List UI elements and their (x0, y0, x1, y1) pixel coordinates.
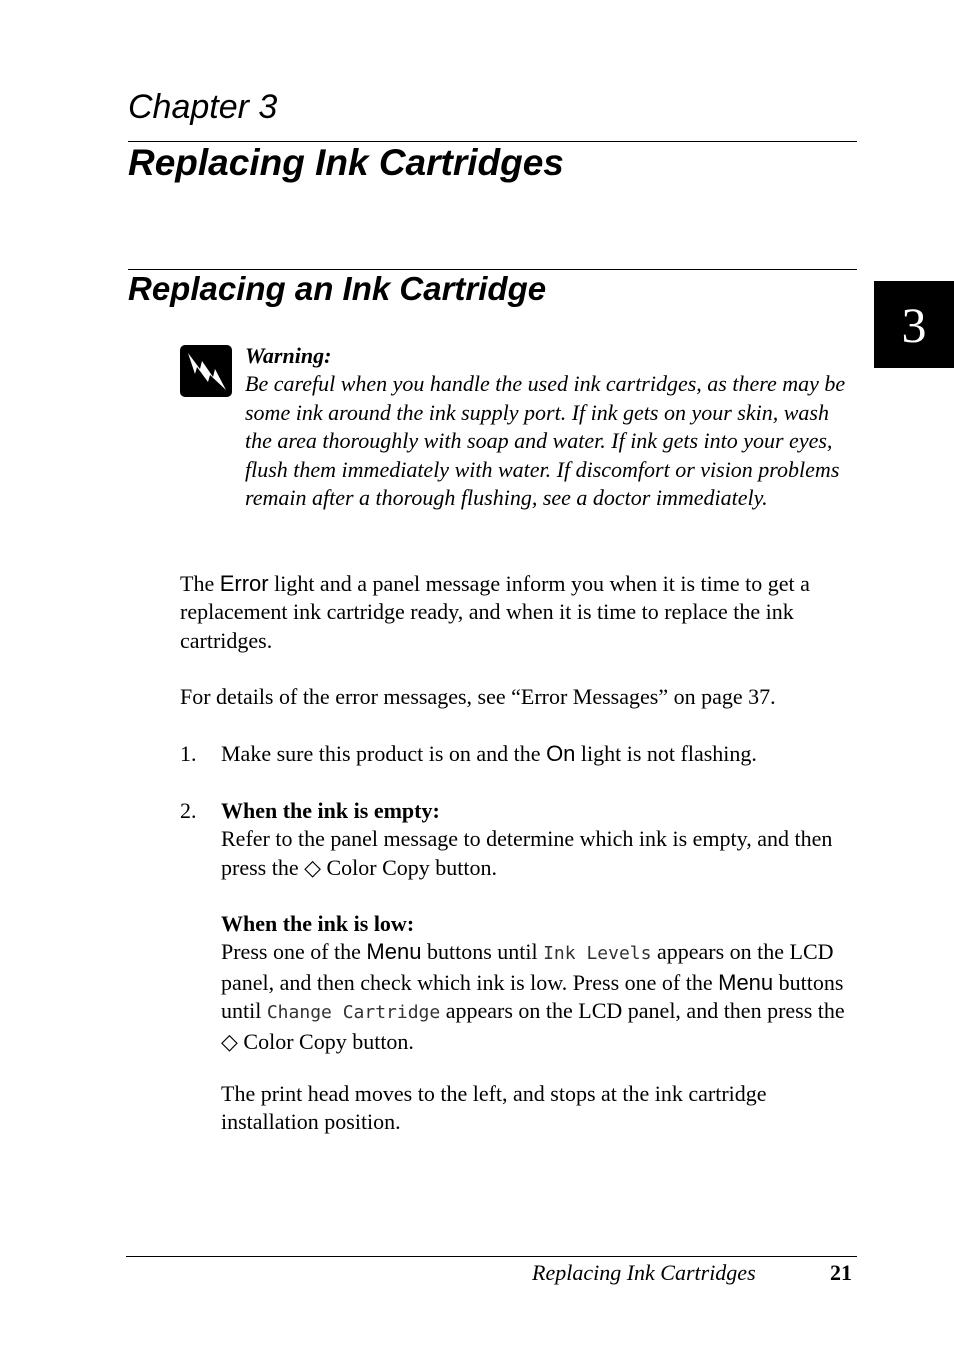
step-1-text (221, 740, 861, 768)
footer-title: Replacing Ink Cartridges (532, 1260, 756, 1285)
ink-empty-text: Refer to the panel message to determine which ink is empty, and then press the ◇ Color Copy button. (221, 826, 833, 880)
section-title: Replacing an Ink Cartridge (128, 270, 547, 307)
ink-low-heading: When the ink is low: (221, 911, 415, 936)
menu-button-term-2: Menu (718, 969, 774, 995)
step-1-text-end: light is not flashing. (575, 741, 757, 766)
lcd-ink-levels: Ink Levels (543, 943, 652, 965)
ink-low-text-3: appears on the LCD panel, and then check which ink is low. Press one of the (221, 939, 834, 995)
intro-paragraph (180, 570, 860, 655)
ink-low-text-4: buttons until (221, 969, 844, 1024)
warning-text: Be careful when you handle the used ink cartridges, as there may be some ink around the ink supply port. If ink gets on your skin, wash the area thoroughly with soap and water. If ink gets into your eyes, flush them immediately with water. If discomfort or vision problems remain after a thorough flushing, see a doctor immediately. (245, 371, 846, 511)
lightning-warning-icon (180, 345, 232, 397)
warning-block (245, 342, 857, 512)
ink-low-text-1: Press one of the (221, 939, 367, 965)
lcd-change-cartridge: Change Cartridge (266, 1002, 441, 1024)
chapter-label: Chapter 3 (128, 88, 278, 126)
thumb-tab-number: 3 (901, 296, 927, 353)
step-1-number: 1. (180, 741, 197, 766)
warning-heading: Warning: (245, 343, 332, 368)
page-number: 21 (830, 1260, 852, 1285)
intro-text-end: light and a panel message inform you when it is time to get a replacement ink cartridge ready, and when it is time to replace the ink cartridges. (180, 571, 810, 653)
chapter-title: Replacing Ink Cartridges (128, 142, 564, 183)
ink-low-text (221, 938, 861, 1056)
ink-empty-heading: When the ink is empty: (221, 798, 440, 823)
print-head-result: The print head moves to the left, and stops at the ink cartridge installation position. (221, 1081, 767, 1135)
chapter-thumb-tab (874, 281, 954, 368)
ink-low-text-2: buttons until (421, 939, 544, 965)
error-light-term: Error (219, 571, 269, 596)
footer-rule (126, 1256, 857, 1257)
error-messages-paragraph: For details of the error messages, see “Error Messages” on page 37. (180, 684, 776, 709)
ink-low-block (221, 910, 861, 1056)
menu-button-term: Menu (366, 939, 422, 965)
step-2-number: 2. (180, 798, 197, 823)
intro-text-start: The (180, 571, 220, 596)
on-light-term: On (546, 741, 576, 766)
ink-low-text-5: appears on the LCD panel, and then press the ◇ Color Copy button. (221, 998, 845, 1054)
ink-empty-block (221, 797, 861, 882)
step-1-text-start: Make sure this product is on and the (221, 741, 547, 766)
